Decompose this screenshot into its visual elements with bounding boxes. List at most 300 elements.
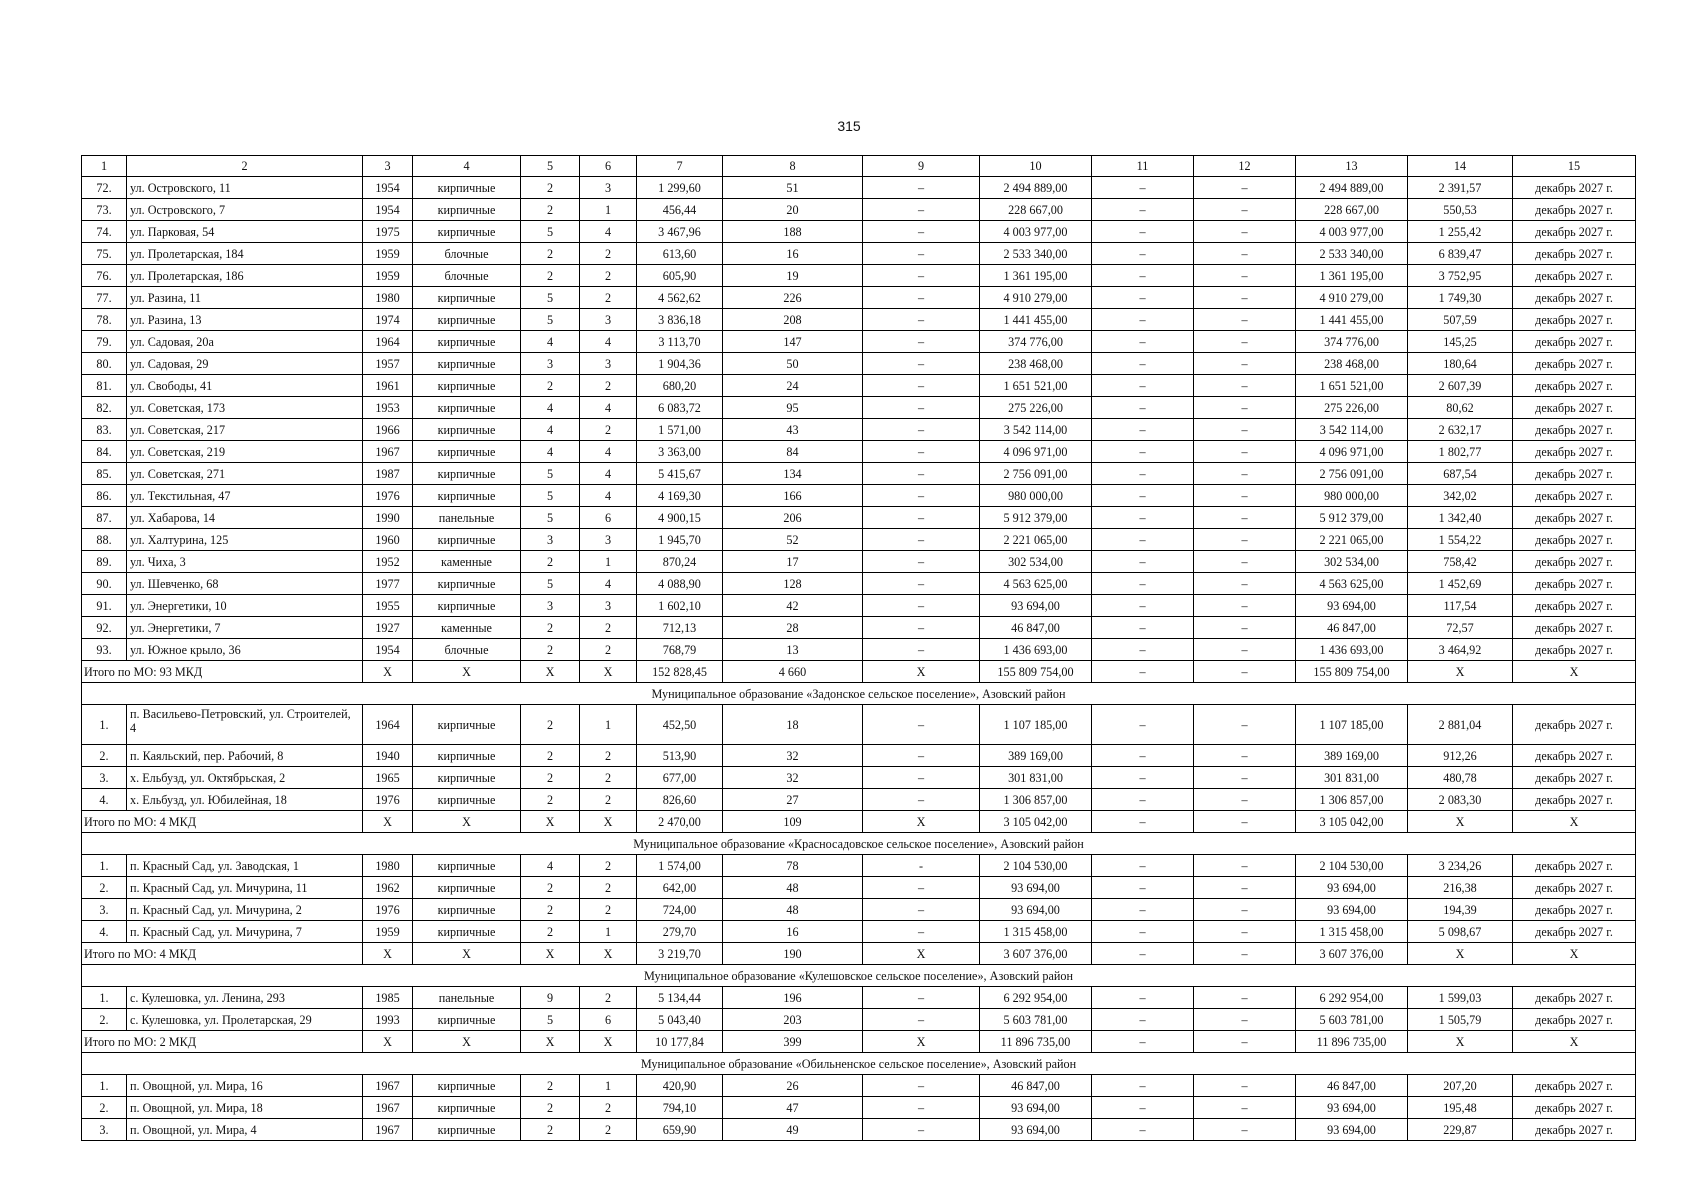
building-cell: 1 802,77 [1408,441,1513,463]
building-cell: – [1194,243,1296,265]
building-cell: 513,90 [637,745,723,767]
building-cell: кирпичные [413,1009,521,1031]
building-cell: 1 107 185,00 [1296,705,1408,745]
building-cell: кирпичные [413,745,521,767]
building-cell: 5 [521,221,580,243]
building-cell: 2 [580,767,637,789]
building-cell: 134 [723,463,863,485]
building-row [82,767,1636,789]
building-cell: 687,54 [1408,463,1513,485]
building-cell: 1 [580,705,637,745]
building-cell: – [1092,1075,1194,1097]
building-cell: декабрь 2027 г. [1513,507,1636,529]
building-cell: ул. Садовая, 20а [127,331,363,353]
total-cell: 10 177,84 [637,1031,723,1053]
building-cell: 90. [82,573,127,595]
building-cell: 2 [580,745,637,767]
building-cell: 1980 [363,855,413,877]
building-cell: каменные [413,551,521,573]
building-cell: 3 836,18 [637,309,723,331]
building-cell: декабрь 2027 г. [1513,221,1636,243]
building-cell: декабрь 2027 г. [1513,287,1636,309]
building-cell: декабрь 2027 г. [1513,419,1636,441]
building-cell: – [1194,877,1296,899]
building-cell: 1 315 458,00 [1296,921,1408,943]
building-cell: декабрь 2027 г. [1513,877,1636,899]
building-cell: 203 [723,1009,863,1031]
building-cell: 2 [580,855,637,877]
building-cell: 2 [580,265,637,287]
building-cell: 2. [82,877,127,899]
building-cell: 1960 [363,529,413,551]
building-cell: кирпичные [413,1097,521,1119]
building-cell: п. Васильево-Петровский, ул. Строителей, 4 [127,705,363,745]
building-cell: – [1194,1009,1296,1031]
building-cell: 301 831,00 [980,767,1092,789]
building-cell: 3 [580,309,637,331]
total-cell: – [1092,811,1194,833]
building-cell: кирпичные [413,309,521,331]
building-row [82,987,1636,1009]
municipality-total-row [82,943,1636,965]
building-cell: – [863,551,980,573]
building-cell: 1 255,42 [1408,221,1513,243]
total-cell: X [1408,811,1513,833]
total-cell: X [1513,943,1636,965]
building-cell: 2 [521,877,580,899]
building-cell: 1 441 455,00 [980,309,1092,331]
building-cell: 2 632,17 [1408,419,1513,441]
building-cell: – [1194,987,1296,1009]
building-cell: с. Кулешовка, ул. Пролетарская, 29 [127,1009,363,1031]
building-cell: 912,26 [1408,745,1513,767]
total-label: Итого по МО: 2 МКД [82,1031,363,1053]
building-row [82,397,1636,419]
building-cell: п. Овощной, ул. Мира, 4 [127,1119,363,1141]
building-cell: – [1194,899,1296,921]
column-number-cell: 14 [1408,156,1513,177]
building-cell: – [1092,573,1194,595]
building-cell: 76. [82,265,127,287]
building-cell: – [1194,331,1296,353]
municipality-title: Муниципальное образование «Обильненское сельское поселение», Азовский район [82,1053,1636,1075]
total-cell: X [1408,661,1513,683]
building-cell: ул. Садовая, 29 [127,353,363,375]
building-cell: 188 [723,221,863,243]
building-cell: 420,90 [637,1075,723,1097]
building-cell: 1966 [363,419,413,441]
total-cell: – [1194,943,1296,965]
total-cell: X [863,1031,980,1053]
building-cell: 93 694,00 [980,877,1092,899]
building-cell: декабрь 2027 г. [1513,463,1636,485]
building-cell: 2 083,30 [1408,789,1513,811]
building-cell: 5 [521,1009,580,1031]
building-cell: декабрь 2027 г. [1513,767,1636,789]
building-cell: 1967 [363,1075,413,1097]
building-cell: 5 603 781,00 [980,1009,1092,1031]
building-cell: – [863,639,980,661]
building-row [82,331,1636,353]
building-cell: 194,39 [1408,899,1513,921]
building-cell: – [863,375,980,397]
building-cell: 91. [82,595,127,617]
building-cell: 3 752,95 [1408,265,1513,287]
building-cell: 2 104 530,00 [1296,855,1408,877]
building-cell: 1953 [363,397,413,419]
building-cell: 1. [82,987,127,1009]
building-cell: кирпичные [413,221,521,243]
building-cell: ул. Парковая, 54 [127,221,363,243]
building-cell: 1 651 521,00 [1296,375,1408,397]
building-cell: декабрь 2027 г. [1513,1097,1636,1119]
building-cell: – [1194,639,1296,661]
column-number-cell: 12 [1194,156,1296,177]
column-number-cell: 4 [413,156,521,177]
building-cell: – [1194,855,1296,877]
building-cell: 1927 [363,617,413,639]
building-cell: 4 563 625,00 [980,573,1092,595]
building-cell: – [1194,745,1296,767]
building-cell: 46 847,00 [980,1075,1092,1097]
total-cell: X [413,661,521,683]
building-cell: – [1194,1119,1296,1141]
building-cell: – [863,309,980,331]
building-cell: 2 221 065,00 [1296,529,1408,551]
building-cell: – [1194,309,1296,331]
total-cell: X [863,661,980,683]
column-number-cell: 11 [1092,156,1194,177]
building-cell: 2 [580,877,637,899]
building-cell: – [863,1119,980,1141]
building-cell: ул. Пролетарская, 186 [127,265,363,287]
building-cell: 1 [580,551,637,573]
building-cell: кирпичные [413,705,521,745]
building-cell: – [1092,921,1194,943]
building-row [82,375,1636,397]
building-cell: 2 104 530,00 [980,855,1092,877]
building-cell: 1954 [363,639,413,661]
building-cell: 16 [723,243,863,265]
total-cell: X [1408,1031,1513,1053]
building-cell: – [863,463,980,485]
building-cell: 84. [82,441,127,463]
building-cell: 1 361 195,00 [1296,265,1408,287]
total-cell: – [1194,1031,1296,1053]
building-cell: 6 292 954,00 [1296,987,1408,1009]
building-cell: 2. [82,1009,127,1031]
building-cell: 84 [723,441,863,463]
building-row [82,309,1636,331]
building-cell: 1940 [363,745,413,767]
building-cell: 83. [82,419,127,441]
building-cell: 2 [521,789,580,811]
building-cell: – [1194,921,1296,943]
total-cell: X [413,943,521,965]
total-cell: X [363,1031,413,1053]
building-cell: 1967 [363,441,413,463]
building-cell: 2 [580,899,637,921]
building-cell: 4 [521,331,580,353]
building-cell: 1 749,30 [1408,287,1513,309]
building-cell: 1993 [363,1009,413,1031]
building-cell: 4 [580,221,637,243]
building-cell: 4 [580,463,637,485]
building-cell: 5 415,67 [637,463,723,485]
building-cell: – [1194,485,1296,507]
building-cell: 2 [521,1119,580,1141]
building-cell: 826,60 [637,789,723,811]
total-label: Итого по МО: 93 МКД [82,661,363,683]
total-cell: X [521,1031,580,1053]
building-row [82,441,1636,463]
building-cell: ул. Энергетики, 10 [127,595,363,617]
building-cell: 49 [723,1119,863,1141]
total-cell: X [580,811,637,833]
building-cell: 4 003 977,00 [1296,221,1408,243]
building-cell: 1965 [363,767,413,789]
building-cell: 4 [521,441,580,463]
total-cell: – [1092,661,1194,683]
building-row [82,287,1636,309]
building-cell: ул. Островского, 11 [127,177,363,199]
building-cell: 4 [580,573,637,595]
building-cell: – [1194,287,1296,309]
building-cell: 3 [580,353,637,375]
column-number-cell: 6 [580,156,637,177]
building-cell: – [1194,177,1296,199]
total-cell: X [580,661,637,683]
building-cell: 5 [521,507,580,529]
building-cell: – [1194,441,1296,463]
column-number-cell: 9 [863,156,980,177]
total-cell: 152 828,45 [637,661,723,683]
building-cell: 78. [82,309,127,331]
building-row [82,639,1636,661]
municipality-total-row [82,1031,1636,1053]
building-cell: 3. [82,1119,127,1141]
building-cell: 456,44 [637,199,723,221]
building-cell: 1 441 455,00 [1296,309,1408,331]
building-cell: 95 [723,397,863,419]
building-cell: 6 839,47 [1408,243,1513,265]
column-number-cell: 7 [637,156,723,177]
building-cell: 680,20 [637,375,723,397]
building-cell: 229,87 [1408,1119,1513,1141]
building-register-table [81,155,1636,1141]
building-cell: – [1092,199,1194,221]
building-cell: кирпичные [413,287,521,309]
building-cell: декабрь 2027 г. [1513,639,1636,661]
building-cell: 1 [580,921,637,943]
building-cell: 1. [82,855,127,877]
building-row [82,507,1636,529]
building-cell: 5 912 379,00 [1296,507,1408,529]
total-cell: X [1513,661,1636,683]
building-cell: ул. Свободы, 41 [127,375,363,397]
building-cell: 712,13 [637,617,723,639]
building-cell: – [1194,221,1296,243]
building-cell: 3 467,96 [637,221,723,243]
page-number: 315 [837,118,861,134]
building-cell: ул. Южное крыло, 36 [127,639,363,661]
building-cell: – [1092,463,1194,485]
building-cell: 89. [82,551,127,573]
building-row [82,243,1636,265]
total-cell: X [363,943,413,965]
building-row [82,1097,1636,1119]
building-cell: – [1092,705,1194,745]
column-number-cell: 8 [723,156,863,177]
building-cell: 93 694,00 [1296,1119,1408,1141]
building-cell: – [863,419,980,441]
building-cell: 3 [580,177,637,199]
building-cell: 2 [580,789,637,811]
building-cell: 2 [521,1097,580,1119]
building-cell: 659,90 [637,1119,723,1141]
building-cell: кирпичные [413,331,521,353]
building-cell: 80. [82,353,127,375]
building-cell: – [1092,767,1194,789]
building-cell: декабрь 2027 г. [1513,921,1636,943]
building-cell: кирпичные [413,921,521,943]
building-cell: 1 [580,199,637,221]
total-cell: 399 [723,1031,863,1053]
building-cell: 724,00 [637,899,723,921]
building-cell: – [1092,1097,1194,1119]
building-cell: 3 [580,529,637,551]
building-cell: – [863,331,980,353]
building-cell: 145,25 [1408,331,1513,353]
building-cell: кирпичные [413,529,521,551]
building-cell: – [1194,767,1296,789]
building-cell: 74. [82,221,127,243]
building-row [82,877,1636,899]
building-cell: 301 831,00 [1296,767,1408,789]
building-cell: 228 667,00 [1296,199,1408,221]
building-cell: 374 776,00 [980,331,1092,353]
building-cell: 4 [580,441,637,463]
building-cell: 2. [82,745,127,767]
building-cell: 1985 [363,987,413,1009]
building-cell: декабрь 2027 г. [1513,353,1636,375]
building-cell: х. Ельбузд, ул. Октябрьская, 2 [127,767,363,789]
building-cell: 28 [723,617,863,639]
building-cell: 48 [723,899,863,921]
building-cell: – [863,1075,980,1097]
building-cell: – [1194,397,1296,419]
building-cell: 128 [723,573,863,595]
building-cell: 2 [580,419,637,441]
total-cell: 109 [723,811,863,833]
total-label: Итого по МО: 4 МКД [82,943,363,965]
building-cell: – [1092,745,1194,767]
total-cell: – [1194,661,1296,683]
building-cell: 3 [521,353,580,375]
building-cell: декабрь 2027 г. [1513,617,1636,639]
building-cell: 2 [521,617,580,639]
building-cell: 238 468,00 [980,353,1092,375]
building-cell: – [1092,1009,1194,1031]
building-cell: – [1194,573,1296,595]
building-cell: – [1092,441,1194,463]
building-cell: декабрь 2027 г. [1513,855,1636,877]
building-cell: 980 000,00 [980,485,1092,507]
building-cell: 1 315 458,00 [980,921,1092,943]
building-cell: 2 [521,767,580,789]
building-cell: 1974 [363,309,413,331]
total-cell: 3 607 376,00 [1296,943,1408,965]
building-cell: 2 [521,705,580,745]
municipality-title: Муниципальное образование «Задонское сельское поселение», Азовский район [82,683,1636,705]
column-number-cell: 5 [521,156,580,177]
building-cell: 980 000,00 [1296,485,1408,507]
building-cell: кирпичные [413,899,521,921]
building-cell: – [863,529,980,551]
building-cell: 5 [521,463,580,485]
building-cell: – [863,353,980,375]
building-cell: 5 [521,485,580,507]
building-cell: 20 [723,199,863,221]
column-number-cell: 13 [1296,156,1408,177]
building-cell: 1987 [363,463,413,485]
building-cell: – [1092,419,1194,441]
building-cell: 19 [723,265,863,287]
building-cell: 2 756 091,00 [980,463,1092,485]
building-cell: – [863,745,980,767]
building-cell: 117,54 [1408,595,1513,617]
building-cell: – [1092,1119,1194,1141]
building-cell: 78 [723,855,863,877]
building-cell: 2 [521,265,580,287]
building-cell: 4. [82,789,127,811]
building-cell: декабрь 2027 г. [1513,595,1636,617]
building-cell: - [863,855,980,877]
building-cell: 1 342,40 [1408,507,1513,529]
building-cell: – [1092,639,1194,661]
municipality-total-row [82,661,1636,683]
building-cell: п. Овощной, ул. Мира, 18 [127,1097,363,1119]
building-cell: – [863,177,980,199]
building-cell: ул. Чиха, 3 [127,551,363,573]
building-cell: 42 [723,595,863,617]
building-cell: – [1194,419,1296,441]
total-cell: 11 896 735,00 [1296,1031,1408,1053]
building-cell: п. Овощной, ул. Мира, 16 [127,1075,363,1097]
building-cell: 1 651 521,00 [980,375,1092,397]
building-cell: 75. [82,243,127,265]
building-cell: 2 533 340,00 [980,243,1092,265]
building-cell: 1964 [363,331,413,353]
building-cell: ул. Халтурина, 125 [127,529,363,551]
column-number-cell: 3 [363,156,413,177]
building-cell: 389 169,00 [980,745,1092,767]
building-cell: 605,90 [637,265,723,287]
building-cell: – [1092,899,1194,921]
building-cell: 6 292 954,00 [980,987,1092,1009]
building-cell: – [1194,353,1296,375]
building-cell: – [1092,529,1194,551]
building-cell: 2 [580,639,637,661]
building-cell: 72. [82,177,127,199]
building-cell: 43 [723,419,863,441]
building-cell: 51 [723,177,863,199]
building-cell: 613,60 [637,243,723,265]
building-cell: 1 306 857,00 [980,789,1092,811]
building-row [82,551,1636,573]
building-cell: 2 [580,1097,637,1119]
building-cell: декабрь 2027 г. [1513,441,1636,463]
